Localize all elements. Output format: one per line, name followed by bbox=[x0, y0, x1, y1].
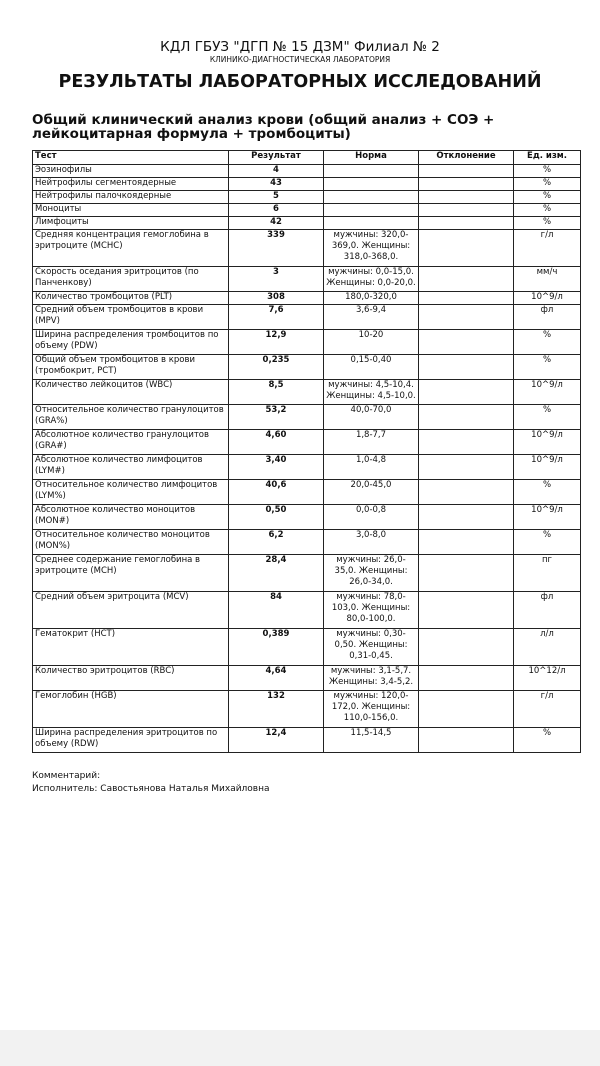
cell-norm: 1,8-7,7 bbox=[324, 430, 419, 455]
cell-unit: % bbox=[514, 191, 581, 204]
cell-unit: мм/ч bbox=[514, 267, 581, 292]
results-table bbox=[32, 150, 581, 753]
cell-norm: мужчины: 4,5-10,4. Женщины: 4,5-10,0. bbox=[324, 380, 419, 405]
cell-norm: 180,0-320,0 bbox=[324, 292, 419, 305]
cell-deviation bbox=[419, 292, 514, 305]
cell-deviation bbox=[419, 305, 514, 330]
cell-norm: мужчины: 0,0-15,0. Женщины: 0,0-20,0. bbox=[324, 267, 419, 292]
results-table-body bbox=[33, 165, 581, 753]
cell-norm: мужчины: 320,0-369,0. Женщины: 318,0-368,0. bbox=[324, 230, 419, 267]
cell-deviation bbox=[419, 691, 514, 728]
table-row bbox=[33, 330, 581, 355]
cell-test: Гематокрит (HCT) bbox=[33, 629, 229, 666]
table-row bbox=[33, 530, 581, 555]
cell-result: 7,6 bbox=[229, 305, 324, 330]
table-row bbox=[33, 629, 581, 666]
cell-norm: мужчины: 120,0-172,0. Женщины: 110,0-156,0. bbox=[324, 691, 419, 728]
cell-unit: 10^9/л bbox=[514, 380, 581, 405]
cell-test: Ширина распределения эритроцитов по объему (RDW) bbox=[33, 728, 229, 753]
table-row bbox=[33, 480, 581, 505]
cell-result: 53,2 bbox=[229, 405, 324, 430]
cell-result: 4 bbox=[229, 165, 324, 178]
cell-test: Средняя концентрация гемоглобина в эритроците (MCHC) bbox=[33, 230, 229, 267]
cell-unit: 10^9/л bbox=[514, 455, 581, 480]
cell-test: Эозинофилы bbox=[33, 165, 229, 178]
cell-norm bbox=[324, 191, 419, 204]
cell-result: 0,235 bbox=[229, 355, 324, 380]
cell-unit: % bbox=[514, 530, 581, 555]
cell-norm bbox=[324, 165, 419, 178]
table-row bbox=[33, 355, 581, 380]
cell-norm bbox=[324, 217, 419, 230]
cell-deviation bbox=[419, 230, 514, 267]
cell-test: Количество тромбоцитов (PLT) bbox=[33, 292, 229, 305]
table-row bbox=[33, 305, 581, 330]
cell-test: Относительное количество лимфоцитов (LYM%) bbox=[33, 480, 229, 505]
cell-deviation bbox=[419, 330, 514, 355]
cell-deviation bbox=[419, 267, 514, 292]
cell-test: Лимфоциты bbox=[33, 217, 229, 230]
cell-test: Абсолютное количество моноцитов (MON#) bbox=[33, 505, 229, 530]
table-row bbox=[33, 555, 581, 592]
cell-result: 4,60 bbox=[229, 430, 324, 455]
cell-result: 12,9 bbox=[229, 330, 324, 355]
cell-result: 28,4 bbox=[229, 555, 324, 592]
cell-test: Абсолютное количество гранулоцитов (GRA#) bbox=[33, 430, 229, 455]
table-row bbox=[33, 430, 581, 455]
cell-norm: мужчины: 26,0-35,0. Женщины: 26,0-34,0. bbox=[324, 555, 419, 592]
cell-norm: 0,15-0,40 bbox=[324, 355, 419, 380]
table-header-row bbox=[33, 151, 581, 165]
cell-norm: 1,0-4,8 bbox=[324, 455, 419, 480]
cell-test: Абсолютное количество лимфоцитов (LYM#) bbox=[33, 455, 229, 480]
cell-result: 132 bbox=[229, 691, 324, 728]
cell-deviation bbox=[419, 666, 514, 691]
table-row bbox=[33, 292, 581, 305]
cell-deviation bbox=[419, 555, 514, 592]
cell-unit: г/л bbox=[514, 691, 581, 728]
cell-unit: фл bbox=[514, 592, 581, 629]
organization-name: КДЛ ГБУЗ "ДГП № 15 ДЗМ" Филиал № 2 bbox=[160, 39, 440, 55]
cell-unit: 10^9/л bbox=[514, 430, 581, 455]
cell-deviation bbox=[419, 217, 514, 230]
cell-norm bbox=[324, 204, 419, 217]
cell-result: 43 bbox=[229, 178, 324, 191]
cell-test: Средний объем эритроцита (MCV) bbox=[33, 592, 229, 629]
cell-result: 5 bbox=[229, 191, 324, 204]
department-name: КЛИНИКО-ДИАГНОСТИЧЕСКАЯ ЛАБОРАТОРИЯ bbox=[209, 55, 391, 64]
table-row bbox=[33, 267, 581, 292]
cell-test: Моноциты bbox=[33, 204, 229, 217]
table-row bbox=[33, 178, 581, 191]
cell-test: Относительное количество моноцитов (MON%) bbox=[33, 530, 229, 555]
cell-unit: пг bbox=[514, 555, 581, 592]
cell-test: Количество эритроцитов (RBC) bbox=[33, 666, 229, 691]
cell-norm: мужчины: 0,30-0,50. Женщины: 0,31-0,45. bbox=[324, 629, 419, 666]
cell-unit: % bbox=[514, 217, 581, 230]
cell-test: Нейтрофилы сегментоядерные bbox=[33, 178, 229, 191]
column-header-test: Тест bbox=[33, 151, 229, 165]
cell-unit: % bbox=[514, 355, 581, 380]
column-header-result: Результат bbox=[229, 151, 324, 165]
cell-norm: мужчины: 3,1-5,7. Женщины: 3,4-5,2. bbox=[324, 666, 419, 691]
cell-norm: 3,0-8,0 bbox=[324, 530, 419, 555]
cell-result: 84 bbox=[229, 592, 324, 629]
table-row bbox=[33, 505, 581, 530]
table-row bbox=[33, 230, 581, 267]
analysis-title: Общий клинический анализ крови (общий анализ + СОЭ + лейкоцитарная формула + тромбоциты) bbox=[32, 112, 495, 142]
cell-deviation bbox=[419, 178, 514, 191]
cell-norm: мужчины: 78,0-103,0. Женщины: 80,0-100,0. bbox=[324, 592, 419, 629]
column-header-deviation: Отклонение bbox=[419, 151, 514, 165]
cell-deviation bbox=[419, 191, 514, 204]
table-row bbox=[33, 165, 581, 178]
cell-result: 6,2 bbox=[229, 530, 324, 555]
cell-deviation bbox=[419, 480, 514, 505]
cell-result: 3 bbox=[229, 267, 324, 292]
comment-label: Комментарий: bbox=[32, 771, 101, 781]
cell-deviation bbox=[419, 405, 514, 430]
cell-unit: % bbox=[514, 204, 581, 217]
cell-unit: фл bbox=[514, 305, 581, 330]
table-row bbox=[33, 728, 581, 753]
cell-unit: % bbox=[514, 405, 581, 430]
column-header-unit: Ед. изм. bbox=[514, 151, 581, 165]
cell-norm: 20,0-45,0 bbox=[324, 480, 419, 505]
cell-test: Общий объем тромбоцитов в крови (тромбокрит, PCT) bbox=[33, 355, 229, 380]
cell-result: 0,389 bbox=[229, 629, 324, 666]
cell-unit: 10^9/л bbox=[514, 292, 581, 305]
cell-unit: г/л bbox=[514, 230, 581, 267]
cell-norm: 10-20 bbox=[324, 330, 419, 355]
page-title: РЕЗУЛЬТАТЫ ЛАБОРАТОРНЫХ ИССЛЕДОВАНИЙ bbox=[58, 72, 542, 92]
cell-deviation bbox=[419, 430, 514, 455]
table-row bbox=[33, 380, 581, 405]
cell-deviation bbox=[419, 505, 514, 530]
cell-deviation bbox=[419, 530, 514, 555]
cell-deviation bbox=[419, 629, 514, 666]
cell-result: 6 bbox=[229, 204, 324, 217]
table-row bbox=[33, 455, 581, 480]
cell-result: 339 bbox=[229, 230, 324, 267]
table-row bbox=[33, 405, 581, 430]
table-row bbox=[33, 691, 581, 728]
cell-deviation bbox=[419, 728, 514, 753]
cell-test: Средний объем тромбоцитов в крови (MPV) bbox=[33, 305, 229, 330]
table-row bbox=[33, 191, 581, 204]
cell-norm: 40,0-70,0 bbox=[324, 405, 419, 430]
cell-deviation bbox=[419, 204, 514, 217]
cell-result: 0,50 bbox=[229, 505, 324, 530]
cell-norm bbox=[324, 178, 419, 191]
table-row bbox=[33, 592, 581, 629]
performer-line: Исполнитель: Савостьянова Наталья Михайловна bbox=[32, 784, 270, 794]
cell-result: 308 bbox=[229, 292, 324, 305]
cell-unit: л/л bbox=[514, 629, 581, 666]
cell-result: 8,5 bbox=[229, 380, 324, 405]
cell-test: Скорость оседания эритроцитов (по Панченкову) bbox=[33, 267, 229, 292]
cell-result: 12,4 bbox=[229, 728, 324, 753]
cell-result: 3,40 bbox=[229, 455, 324, 480]
cell-norm: 3,6-9,4 bbox=[324, 305, 419, 330]
cell-result: 4,64 bbox=[229, 666, 324, 691]
cell-deviation bbox=[419, 455, 514, 480]
cell-test: Количество лейкоцитов (WBC) bbox=[33, 380, 229, 405]
cell-unit: % bbox=[514, 728, 581, 753]
cell-unit: 10^9/л bbox=[514, 505, 581, 530]
table-row bbox=[33, 217, 581, 230]
table-row bbox=[33, 204, 581, 217]
cell-result: 42 bbox=[229, 217, 324, 230]
cell-unit: % bbox=[514, 178, 581, 191]
cell-test: Среднее содержание гемоглобина в эритроците (MCH) bbox=[33, 555, 229, 592]
cell-deviation bbox=[419, 592, 514, 629]
table-row bbox=[33, 666, 581, 691]
cell-unit: % bbox=[514, 480, 581, 505]
cell-test: Относительное количество гранулоцитов (GRA%) bbox=[33, 405, 229, 430]
cell-unit: 10^12/л bbox=[514, 666, 581, 691]
cell-deviation bbox=[419, 355, 514, 380]
cell-norm: 0,0-0,8 bbox=[324, 505, 419, 530]
cell-unit: % bbox=[514, 165, 581, 178]
cell-test: Ширина распределения тромбоцитов по объему (PDW) bbox=[33, 330, 229, 355]
cell-unit: % bbox=[514, 330, 581, 355]
cell-deviation bbox=[419, 165, 514, 178]
cell-deviation bbox=[419, 380, 514, 405]
cell-result: 40,6 bbox=[229, 480, 324, 505]
cell-test: Нейтрофилы палочкоядерные bbox=[33, 191, 229, 204]
column-header-norm: Норма bbox=[324, 151, 419, 165]
cell-norm: 11,5-14,5 bbox=[324, 728, 419, 753]
cell-test: Гемоглобин (HGB) bbox=[33, 691, 229, 728]
